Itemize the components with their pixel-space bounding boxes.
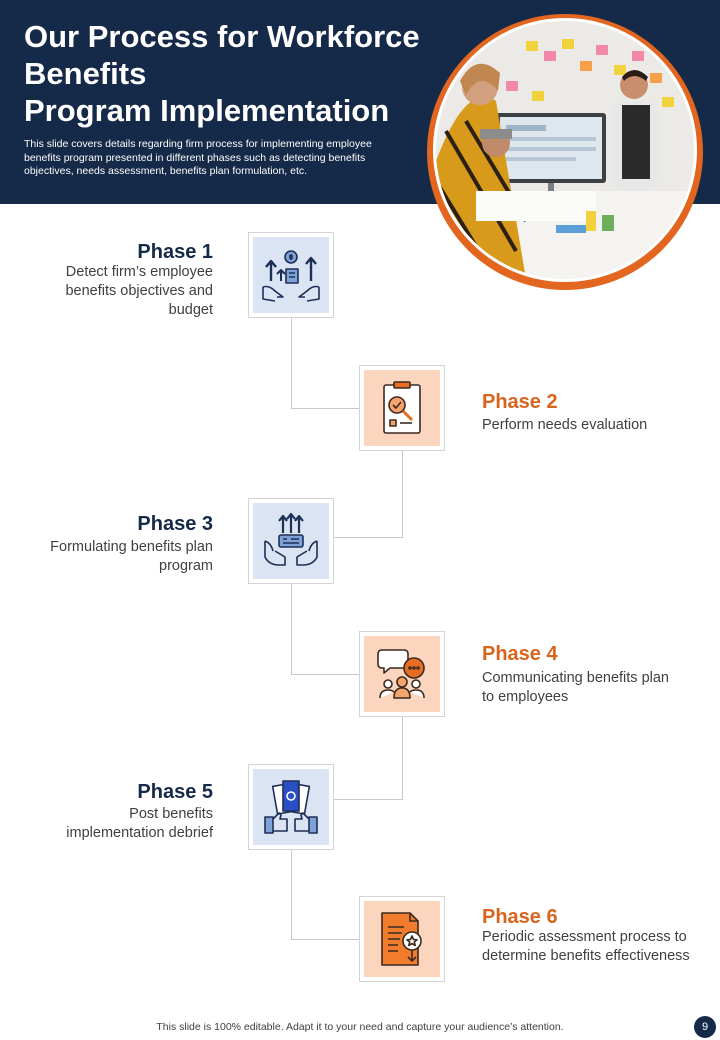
connector-line bbox=[291, 850, 292, 940]
phase-4-description: Communicating benefits plan to employees bbox=[482, 670, 669, 705]
phase-5-title: Phase 5 bbox=[137, 781, 213, 803]
document-star-icon bbox=[364, 901, 440, 977]
connector-line bbox=[291, 674, 360, 675]
clipboard-search-icon bbox=[364, 370, 440, 446]
phase-1-title: Phase 1 bbox=[137, 241, 213, 263]
phase-6-icon-box bbox=[359, 896, 445, 982]
page-number-badge: 9 bbox=[694, 1016, 716, 1038]
connector-line bbox=[334, 537, 403, 538]
connector-line bbox=[402, 717, 403, 800]
phase-3-title: Phase 3 bbox=[137, 513, 213, 535]
phase-2-icon-box bbox=[359, 365, 445, 451]
connector-line bbox=[334, 799, 403, 800]
thumbs-money-icon bbox=[253, 769, 329, 845]
growth-hands-icon bbox=[253, 237, 329, 313]
phase-3-description: Formulating benefits plan program bbox=[50, 539, 213, 574]
phase-5-icon-box bbox=[248, 764, 334, 850]
phase-4-title: Phase 4 bbox=[482, 643, 558, 665]
phase-5-description: Post benefits implementation debrief bbox=[66, 806, 213, 841]
connector-line bbox=[402, 451, 403, 538]
connector-line bbox=[291, 584, 292, 675]
connector-line bbox=[291, 318, 292, 409]
phase-6-title: Phase 6 bbox=[482, 906, 558, 928]
connector-line bbox=[291, 939, 360, 940]
phase-4-icon-box bbox=[359, 631, 445, 717]
team-meeting-photo bbox=[433, 18, 697, 282]
phase-6-description: Periodic assessment process to determine benefits effectiveness bbox=[482, 929, 690, 964]
connector-line bbox=[291, 408, 360, 409]
phase-1-description: Detect firm’s employee benefits objectives and budget bbox=[65, 264, 213, 318]
footer-note: This slide is 100% editable. Adapt it to your need and capture your audience’s attention. bbox=[156, 1021, 564, 1033]
hands-arrows-icon bbox=[253, 503, 329, 579]
phase-1-icon-box bbox=[248, 232, 334, 318]
phase-2-title: Phase 2 bbox=[482, 391, 558, 413]
team-chat-icon bbox=[364, 636, 440, 712]
phase-2-description: Perform needs evaluation bbox=[482, 417, 648, 433]
page-title: Our Process for Workforce Benefits Program Implementation bbox=[24, 19, 420, 128]
page-subtitle: This slide covers details regarding firm process for implementing employee benefits program presented in different phases such as detecting benefits objectives, needs assessment, benefits plan formulation, etc. bbox=[24, 138, 372, 177]
phase-3-icon-box bbox=[248, 498, 334, 584]
